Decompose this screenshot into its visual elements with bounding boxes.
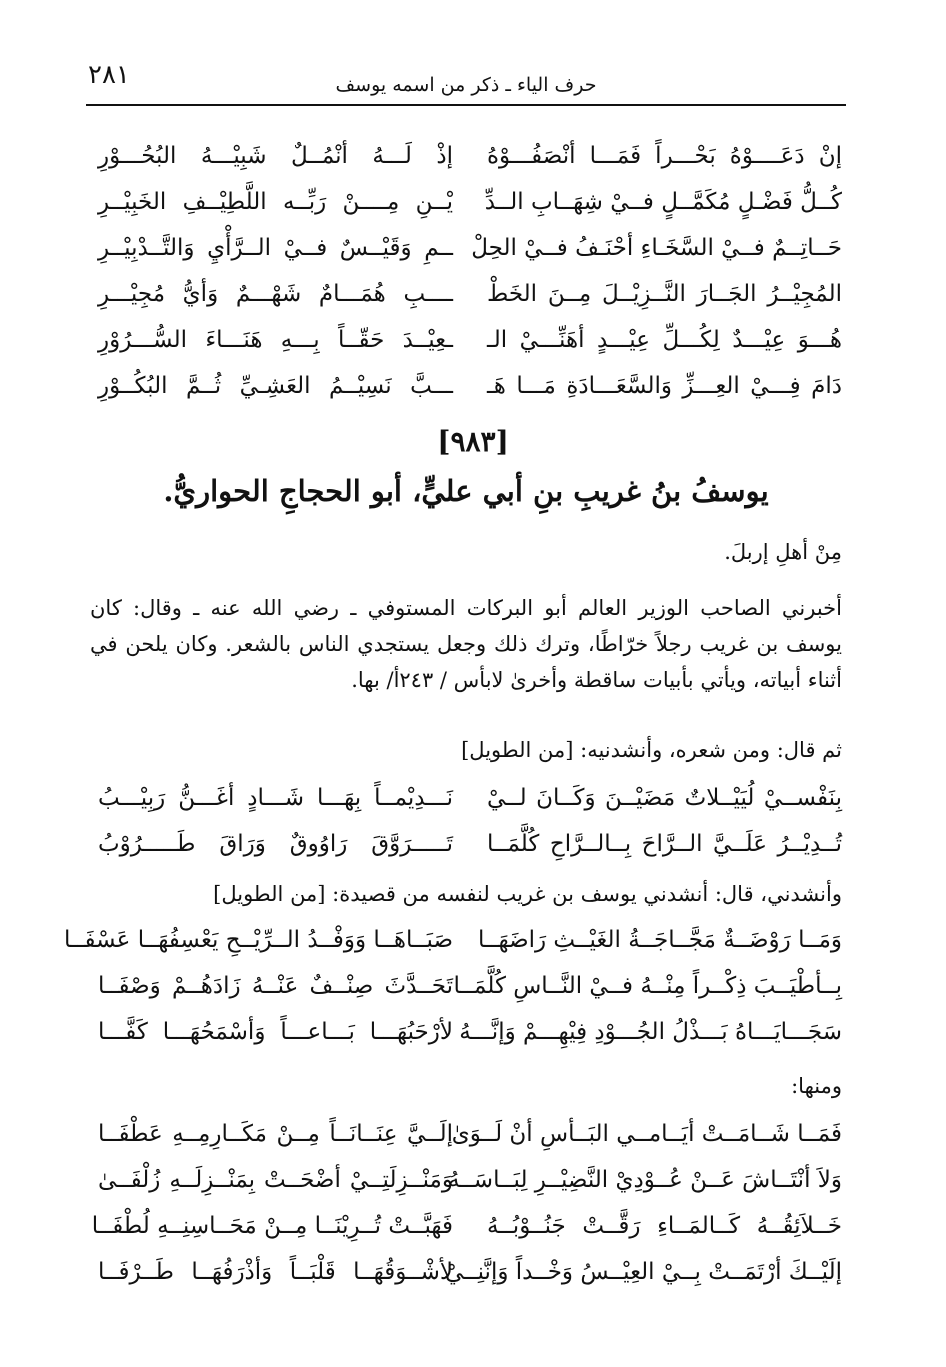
page-header [86, 60, 846, 106]
second-hemistich: ــــبِ هُمَـــامٌ شَهْـــمٌ وَأيُّ مُجِيْـــرِ [98, 281, 453, 307]
origin-line [90, 534, 842, 570]
verse [98, 1252, 842, 1298]
verse [98, 366, 842, 412]
first-hemistich: حَــاتِــمٌ فــيْ السَّخَـاءِ أحْنَـفُ فــيْ الحِلْ [471, 235, 842, 261]
verse [98, 182, 842, 228]
second-hemistich: تَـــــرَوَّقَ رَاوُوقٌ وَرَاقَ طَـــــرُوْبُ [98, 831, 453, 857]
first-hemistich: بِنَفْســيْ لُيَيْــلاتٌ مَضَيْــنَ وَكَــانَ لــيْ [487, 785, 842, 811]
bio-line: أخبرني الصاحب الوزير العالم أبو البركات المستوفي ـ رضي الله عنه ـ وقال: كان [90, 596, 842, 620]
first-hemistich: المُجِيْــرُ الجَــارَ النَّــزِيْــلَ مِــنَ الخَطْ [487, 281, 842, 307]
first-hemistich: إلَيْــكَ أرْتَمَــتْ بِــيْ العِيْــسُ وَخْــداً وَإنَّنِــيْ [444, 1259, 842, 1285]
page-number: ٢٨١ [88, 60, 130, 90]
verse [98, 1160, 842, 1206]
verse [64, 920, 842, 966]
second-hemistich: ـعِيْــدَ حَقّــاً بِـــهِ هَنَـــاءَ السُّـــرُوْرِ [98, 327, 453, 353]
first-hemistich: وَمَــا رَوْضَــةٌ مَجَّــاجَــةُ الغَيْــثِ رَاضَهَــا [478, 927, 842, 953]
running-head: حرف الياء ـ ذكر من اسمه يوسف [335, 74, 597, 96]
first-hemistich: وَلاَ أنْتَــاشَ عَــنْ عُــوْدِيْ النَّضِيْــرِ لِبَــاسَــهُ [447, 1167, 842, 1193]
first-hemistich: سَجَـــايَـــاهُ بَـــذْلُ الجُـــوْدِ فِيْهِـــمْ وَإنَّـــهُ [459, 1019, 842, 1045]
verse [91, 1206, 842, 1252]
bio-line: يوسف بن غريب رجلاً خرّاطًا، وترك ذلك وجعل يستجدي الناس بالشعر. وكان يلحن في [90, 632, 842, 656]
second-hemistich: وَمَنْــزِلَتِــيْ أضْحَــتْ بِمَنْــزِلَــهِ زُلْفَــىٰ [98, 1167, 453, 1193]
second-hemistich: يْــنِ مِــــنْ رَبِّــه اللَّطِيْــفِ الخَبِيْــرِ [98, 189, 453, 215]
poem-block-1 [98, 136, 842, 412]
second-hemistich: إذْ لَـــهُ أنْمُــلٌ شَبِيْـــهُ البُحُـــوْرِ [98, 143, 453, 169]
verse [98, 274, 842, 320]
intro-text: ومنها: [791, 1074, 842, 1098]
second-hemistich: لأشْــوَقُهَــا قَلْبَــاً وَأذْرَفُهَــا طَــرْفَــا [98, 1259, 453, 1285]
verse [98, 320, 842, 366]
poem-block-3 [64, 920, 842, 1058]
first-hemistich: دَامَ فِـــيْ العِـــزِّ وَالسَّعَـــادَةِ مَـــا هَـ [487, 373, 842, 399]
intro-text: وأنشدني، قال: أنشدني يوسف بن غريب لنفسه من قصيدة: [من الطويل] [213, 882, 842, 906]
verse [98, 1114, 842, 1160]
entry-title: يوسفُ بنُ غريبِ بنِ أبي عليٍّ، أبو الحجاجِ الحواريُّ. [163, 474, 769, 508]
first-hemistich: بِــأطْيَــبَ ذِكْــراً مِنْــهُ فــيْ النَّــاسِ كُلَّمَــا [453, 973, 842, 999]
verse [98, 966, 842, 1012]
bio-line: أثناء أبياته، ويأتي بأبيات ساقطة وأخرىٰ لابأس / ٢٤٣أ/ بها. [351, 668, 842, 692]
second-hemistich: إلَــيَّ عِنَــانَــاً مِــنْ مَكَــارِمِــهِ عَطْفَــا [98, 1121, 453, 1147]
verse [98, 228, 842, 274]
intro-line-1 [90, 732, 842, 768]
second-hemistich: ـــبَّ نَسِيْــمُ العَشِـيِّ ثُــمَّ البُكُــوْرِ [98, 373, 453, 399]
verse [98, 778, 842, 824]
origin-text: مِنْ أهلِ إربلَ. [724, 540, 842, 564]
first-hemistich: إنْ دَعَــــوْهُ بَحْـــراً فَمَـــا أنْصَفُـــوْهُ [487, 143, 842, 169]
second-hemistich: لأرْحَبُهَـــا بَـــاعـــاً وَأسْمَحُهَـــا كَفَّـــا [98, 1019, 453, 1045]
verse [98, 824, 842, 870]
verse [98, 136, 842, 182]
bio-paragraph [90, 590, 842, 698]
verse [98, 1012, 842, 1058]
intro-text: ثم قال: ومن شعره، وأنشدنيه: [من الطويل] [461, 738, 842, 762]
intro-line-2 [90, 876, 842, 912]
second-hemistich: فَهَبَّــتْ تُــرِيْنَــا مِــنْ مَحَــاسِنِــهِ لُطْفَــا [91, 1213, 453, 1239]
first-hemistich: كُــلُّ فَضْـلٍ مُكَمَّــلٍ فــيْ شِهَــابِ الــدِّ [484, 189, 842, 215]
poem-block-4 [91, 1114, 842, 1298]
intro-line-3 [90, 1068, 842, 1104]
second-hemistich: صَبَــاهَــا وَوَفْــدُ الــرِّيْــحِ يَعْسِفُهَــا عَسْفَــا [64, 927, 453, 953]
first-hemistich: تُــدِيْــرُ عَلَــيَّ الــرَّاحَ بِــالــرَّاحِ كُلَّمَــا [487, 831, 842, 857]
entry-number: [٩٨٣] [437, 425, 509, 458]
first-hemistich: هُـــوَ عِيْـــدٌ لِكُـــلِّ عِيْـــدٍ أهَنِّـــيْ الـ [487, 327, 842, 353]
poem-block-2 [98, 778, 842, 870]
first-hemistich: خَــلاَئِقُــهُ كَــالمَــاءِ رَقَّــتْ جَنُــوْبُــهُ [487, 1213, 842, 1239]
first-hemistich: فَمَــا شَــامَــتْ أيَــامــي البَــأسِ أنْ لَــوَىٰ [451, 1121, 842, 1147]
second-hemistich: نَـــدِيْمــاً بِهَـــا شَـــادٍ أغَـــنُّ رَبِيْـــبُ [98, 785, 453, 811]
second-hemistich: تَحَــدَّثَ صِنْــفٌ عَنْــهُ زَادَهُــمْ وَصْفَــا [98, 973, 453, 999]
second-hemistich: ــمِ وَقَيْــسٌ فــيْ الــرَّأْيِ وَالتَّــدْبِيْــرِ [98, 235, 453, 261]
